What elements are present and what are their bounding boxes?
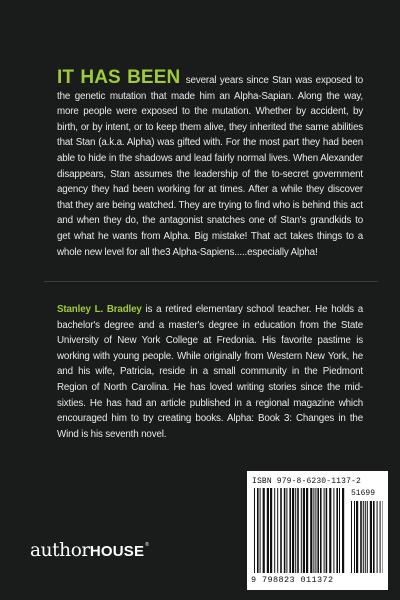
ean-digits: 9 798823 011372 — [251, 575, 334, 585]
barcode-bar — [260, 488, 261, 573]
barcode-bar — [342, 488, 344, 573]
synopsis-lead-text: IT HAS BEEN — [57, 67, 181, 88]
barcode-bar — [310, 488, 312, 573]
barcode-bar — [297, 488, 299, 573]
barcode-bar — [306, 488, 308, 573]
synopsis-paragraph — [57, 67, 363, 260]
barcode-bar — [286, 488, 287, 573]
barcode-bar — [295, 488, 296, 573]
barcode-bar — [257, 488, 259, 573]
barcode-bar — [280, 488, 282, 573]
section-divider — [44, 281, 378, 282]
barcode-bar — [313, 488, 314, 573]
barcode-bar — [367, 501, 368, 573]
barcode-bar — [289, 488, 291, 573]
publisher-name-house: HOUSE — [89, 543, 145, 560]
barcode-bar — [317, 488, 319, 573]
synopsis-text: several years since Stan was exposed to the genetic mutation that made him an Alpha-Sapian. Along the way, more people were exposed to the mutation. Whether by accident, by birth, or by intent, or to keep them alive, they inherited the same abilities that Stan (a.k.a. Alpha) was gifted with. For the most part they had been able to hide in the shadows and lead fairly normal lives. When Alexander disappears, Stan assumes the leadership of the to-secret government agency they had been working for at times. After a while they discover that they are being watched. They are trying to find who is behind this act and when they do, the antagonist snatches one of Stan's grandkids to get what he wants from Alpha. Big mistake! That act takes things to a whole new level for all the3 Alpha-Sapiens.....especially Alpha! — [57, 75, 363, 258]
author-bio-text: is a retired elementary school teacher. He holds a bachelor's degree and a master's degree in education from the State University of New York College at Fredonia. His favorite pastime is working with young people. While originally from Western New York, he and his wife, Patricia, reside in a small community in the Piedmont Region of North Carolina. He has loved writing stories since the mid-sixties. He has had an article published in a regional magazine which encouraged him to try creating books. Alpha: Book 3: Changes in the Wind is his seventh novel. — [57, 304, 363, 440]
registered-mark: ® — [145, 542, 149, 548]
barcode-bar — [363, 501, 364, 573]
barcode-bar — [267, 488, 269, 573]
barcode-bars — [247, 471, 388, 590]
publisher-logo — [30, 540, 149, 561]
barcode-bar — [326, 488, 328, 573]
barcode-bar — [370, 501, 372, 573]
barcode-bar — [274, 488, 275, 573]
barcode-bar — [284, 488, 286, 573]
barcode-bar — [377, 501, 378, 573]
barcode-bar — [336, 488, 338, 573]
author-bio-paragraph — [57, 302, 363, 442]
barcode-bar — [277, 488, 278, 573]
barcode-bar — [324, 488, 325, 573]
barcode-bar — [333, 488, 334, 573]
barcode-bar — [380, 501, 381, 573]
barcode-bar — [360, 501, 362, 573]
isbn-barcode — [247, 471, 388, 590]
barcode-bar — [373, 501, 375, 573]
author-name: Stanley L. Bradley — [57, 304, 142, 315]
barcode-bar — [292, 488, 294, 573]
barcode-bar — [339, 488, 340, 573]
barcode-bar — [301, 488, 302, 573]
barcode-bar — [356, 501, 358, 573]
price-code-label: 51699 — [351, 489, 376, 498]
barcode-bar — [315, 488, 316, 573]
barcode-bar — [351, 501, 352, 573]
barcode-bar — [263, 488, 265, 573]
barcode-bar — [270, 488, 272, 573]
barcode-bar — [329, 488, 331, 573]
barcode-bar — [365, 501, 366, 573]
barcode-bar — [354, 501, 355, 573]
barcode-bar — [303, 488, 305, 573]
publisher-name-author: author — [30, 540, 90, 561]
barcode-bar — [320, 488, 322, 573]
isbn-label: ISBN 979-8-6230-1137-2 — [252, 477, 361, 486]
barcode-bar — [254, 488, 255, 573]
